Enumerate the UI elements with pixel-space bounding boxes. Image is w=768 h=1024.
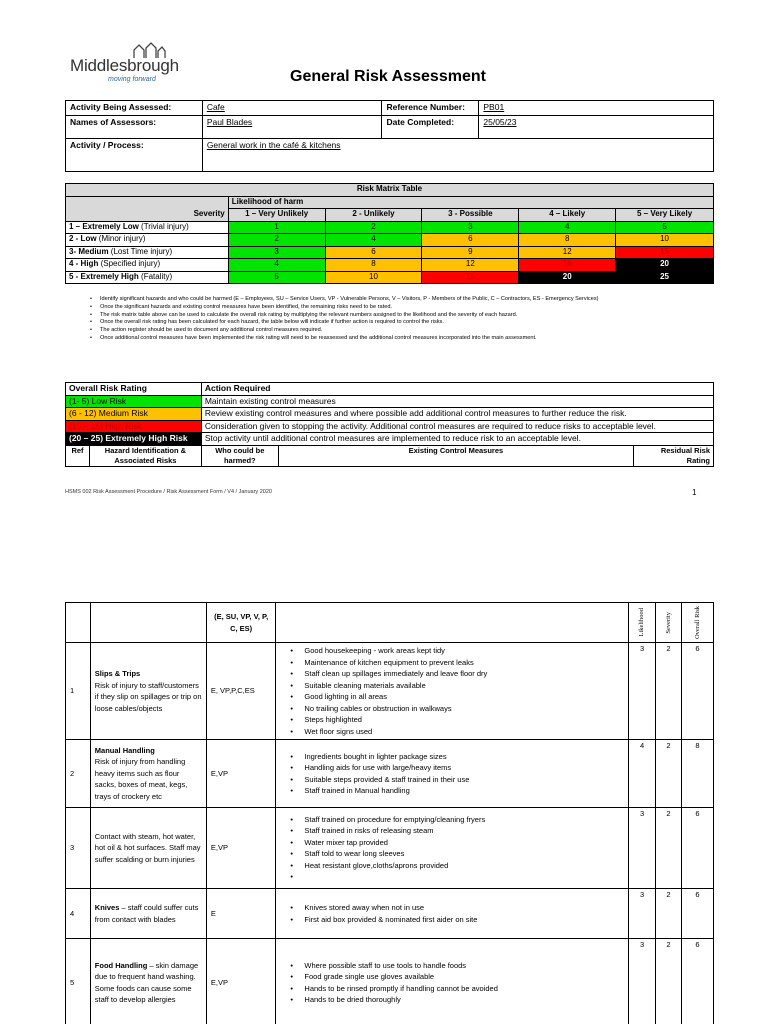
matrix-row <box>66 221 714 234</box>
overall-score: 6 <box>681 939 713 1024</box>
hazard-row <box>66 808 714 889</box>
overall-score: 6 <box>681 808 713 889</box>
likelihood-score: 3 <box>629 939 656 1024</box>
control-item: • Staff trained on procedure for emptying/cleaning fryers <box>304 814 624 826</box>
matrix-cell: 15 <box>616 246 714 259</box>
action-medium: Review existing control measures and where possible add additional control measures to further reduce the risk. <box>201 408 713 421</box>
likelihood-header: Likelihood <box>638 608 646 637</box>
hazard-description <box>90 939 206 1024</box>
logo-tagline: moving forward <box>108 76 156 83</box>
matrix-row <box>66 259 714 272</box>
hazard-description <box>90 808 206 889</box>
severity-label: Severity <box>66 209 229 222</box>
matrix-cell: 3 <box>422 221 519 234</box>
overall-score: 8 <box>681 740 713 808</box>
control-measures <box>276 939 629 1024</box>
risk-matrix-table <box>65 183 714 284</box>
hazard-title: Slips & Trips <box>94 669 141 678</box>
control-item: • Staff trained in Manual handling <box>304 785 624 797</box>
severity-score: 2 <box>656 939 682 1024</box>
likelihood-col-2: 2 - Unlikely <box>325 209 422 222</box>
severity-level-name: 2 - Low <box>69 234 97 243</box>
overall-header: Overall Risk <box>693 605 701 640</box>
page-number: 1 <box>692 488 697 497</box>
likelihood-score: 3 <box>629 889 656 939</box>
residual-header: Residual Risk Rating <box>634 445 714 466</box>
hazard-ref: 4 <box>66 889 91 939</box>
hazard-ref: 1 <box>66 643 91 740</box>
hazard-text: Risk of injury to staff/customers if they slip on spillages or trip on loose cables/objects <box>94 680 202 713</box>
control-list <box>280 751 624 797</box>
matrix-row <box>66 234 714 247</box>
control-list <box>280 902 624 925</box>
control-measures <box>276 740 629 808</box>
control-item: • Steps highlighted <box>304 714 624 726</box>
hazard-description <box>90 740 206 808</box>
likelihood-col-5: 5 – Very Likely <box>616 209 714 222</box>
matrix-row <box>66 271 714 284</box>
severity-score: 2 <box>656 808 682 889</box>
severity-score: 2 <box>656 740 682 808</box>
control-list <box>280 814 624 883</box>
rating-low: (1- 5) Low Risk <box>66 395 202 408</box>
process-value: General work in the café & kitchens <box>202 139 713 172</box>
hazard-header: Hazard Identification & Associated Risks <box>89 445 201 466</box>
guidance-item: • Identify significant hazards and who could be harmed (E – Employees, SU – Service Users, VP - Vulnerable Persons, V – Visitors, P - Members of the Public, C – Contractors, ES - Emergency Services) <box>90 296 710 304</box>
severity-level-desc: (Lost Time injury) <box>108 246 173 256</box>
who-harmed: E,VP <box>206 808 276 889</box>
matrix-row <box>66 246 714 259</box>
matrix-cell: 8 <box>519 234 616 247</box>
severity-level <box>66 234 229 247</box>
rating-high: (15 – 16) High Risk <box>66 420 202 433</box>
control-item: • Ingredients bought in lighter package sizes <box>304 751 624 763</box>
control-item: • Water mixer tap provided <box>304 837 624 849</box>
activity-value: Cafe <box>202 101 382 116</box>
likelihood-score: 3 <box>629 808 656 889</box>
control-item: • Hands to be rinsed promptly if handling cannot be avoided <box>304 983 624 995</box>
action-col-header: Action Required <box>201 383 713 396</box>
matrix-cell: 25 <box>616 271 714 284</box>
likelihood-score: 4 <box>629 740 656 808</box>
reference-value: PB01 <box>479 101 714 116</box>
matrix-cell: 10 <box>616 234 714 247</box>
hazard-text: Risk of injury from handling heavy items such as flour sacks, boxes of meat, kegs, trays of crockery etc <box>94 757 188 801</box>
who-header: Who could be harmed? <box>201 445 278 466</box>
who-harmed: E,VP <box>206 740 276 808</box>
control-item: • Heat resistant glove,cloths/aprons provided <box>304 860 624 872</box>
control-item: • Wet floor signs used <box>304 726 624 738</box>
guidance-item: • Once the significant hazards and existing control measures have been identified, the remaining risks need to be rated. <box>90 304 710 312</box>
control-item: • Handling aids for use with large/heavy items <box>304 762 624 774</box>
risk-rating-table <box>65 382 714 467</box>
hazard-row <box>66 939 714 1024</box>
control-measures <box>276 808 629 889</box>
likelihood-score: 3 <box>629 643 656 740</box>
assessors-value: Paul Blades <box>202 116 382 139</box>
matrix-cell: 1 <box>228 221 325 234</box>
control-item: • Staff clean up spillages immediately and leave floor dry <box>304 668 624 680</box>
control-measures <box>276 643 629 740</box>
footer-text: HSMS 002 Risk Assessment Procedure / Risk Assessment Form / V4 / January 2020 <box>65 489 272 495</box>
severity-level-name: 1 – Extremely Low <box>69 221 139 231</box>
severity-level-desc: (Minor injury) <box>96 234 146 243</box>
control-list <box>280 960 624 1006</box>
control-item: • Staff told to wear long sleeves <box>304 848 624 860</box>
activity-label: Activity Being Assessed: <box>66 101 203 116</box>
control-item: • Suitable cleaning materials available <box>304 680 624 692</box>
overall-score: 6 <box>681 889 713 939</box>
matrix-cell: 9 <box>422 246 519 259</box>
severity-header: Severity <box>664 611 672 634</box>
control-item: • Knives stored away when not in use <box>304 902 624 914</box>
control-item: • Good housekeeping - work areas kept tidy <box>304 645 624 657</box>
who-harmed: E <box>206 889 276 939</box>
action-extreme: Stop activity until additional control measures are implemented to reduce risk to an acceptable level. <box>201 433 713 446</box>
council-logo <box>70 42 190 82</box>
matrix-cell: 2 <box>228 234 325 247</box>
control-item: • Staff trained in risks of releasing steam <box>304 825 624 837</box>
severity-level-name: 5 - Extremely High <box>69 271 139 281</box>
hazard-text: – skin damage due to frequent hand washing. Some foods can cause some staff to develop allergies <box>94 960 199 1004</box>
assessment-info-table <box>65 100 714 172</box>
severity-level-desc: (Trivial injury) <box>138 221 189 231</box>
who-codes-header: (E, SU, VP, V, P, C, ES) <box>206 603 276 643</box>
hazard-table <box>65 602 714 1024</box>
hazard-text: – staff could suffer cuts from contact with blades <box>94 903 199 924</box>
logo-name: Middlesbrough <box>70 56 179 75</box>
matrix-cell: 8 <box>325 259 422 272</box>
process-label: Activity / Process: <box>66 139 203 172</box>
control-item: • Maintenance of kitchen equipment to prevent leaks <box>304 657 624 669</box>
action-high: Consideration given to stopping the activity. Additional control measures are required to reduce risks to acceptable level. <box>201 420 713 433</box>
severity-level <box>66 271 229 284</box>
guidance-item: • The risk matrix table above can be used to calculate the overall risk rating by multiplying the relevant numbers assigned to the likelihood and the severity of each hazard. <box>90 312 710 320</box>
matrix-cell: 2 <box>325 221 422 234</box>
action-low: Maintain existing control measures <box>201 395 713 408</box>
hazard-description <box>90 889 206 939</box>
control-measures <box>276 889 629 939</box>
control-item: • Hands to be dried thoroughly <box>304 994 624 1006</box>
guidance-item: • The action register should be used to document any additional control measures required. <box>90 327 710 335</box>
likelihood-col-3: 3 - Possible <box>422 209 519 222</box>
control-item: • Food grade single use gloves available <box>304 971 624 983</box>
severity-level <box>66 221 229 234</box>
hazard-description <box>90 643 206 740</box>
matrix-title: Risk Matrix Table <box>66 184 714 197</box>
guidance-item: • Once additional control measures have been implemented the risk rating will need to be reassessed and the additional control measures incorporated into the main assessment. <box>90 335 710 343</box>
control-list <box>280 645 624 737</box>
blank-header <box>276 603 629 643</box>
likelihood-col-1: 1 – Very Unlikely <box>228 209 325 222</box>
hazard-ref: 2 <box>66 740 91 808</box>
date-label: Date Completed: <box>382 116 479 139</box>
hazard-ref: 5 <box>66 939 91 1024</box>
hazard-row <box>66 643 714 740</box>
severity-level <box>66 246 229 259</box>
overall-score: 6 <box>681 643 713 740</box>
hazard-row <box>66 889 714 939</box>
date-value: 25/05/23 <box>479 116 714 139</box>
matrix-cell: 6 <box>422 234 519 247</box>
ref-header: Ref <box>66 445 90 466</box>
matrix-blank <box>66 196 229 209</box>
matrix-cell: 20 <box>519 271 616 284</box>
matrix-cell: 4 <box>519 221 616 234</box>
control-item: • Good lighting in all areas <box>304 691 624 703</box>
hazard-text: Contact with steam, hot water, hot oil & hot surfaces. Staff may suffer scalding or burn injuries <box>94 831 201 864</box>
rating-extreme: (20 – 25) Extremely High Risk <box>66 433 202 446</box>
matrix-cell: 6 <box>325 246 422 259</box>
control-item: • Where possible staff to use tools to handle foods <box>304 960 624 972</box>
control-item <box>304 871 624 883</box>
rating-medium: (6 - 12) Medium Risk <box>66 408 202 421</box>
blank-header <box>66 603 91 643</box>
matrix-cell: 15 <box>422 271 519 284</box>
matrix-cell: 20 <box>616 259 714 272</box>
control-item: • First aid box provided & nominated first aider on site <box>304 914 624 926</box>
blank-header <box>90 603 206 643</box>
matrix-cell: 12 <box>422 259 519 272</box>
severity-level-name: 4 - High <box>69 259 99 268</box>
severity-level <box>66 259 229 272</box>
hazard-ref: 3 <box>66 808 91 889</box>
rating-col-header: Overall Risk Rating <box>66 383 202 396</box>
page-title: General Risk Assessment <box>290 68 486 85</box>
severity-level-name: 3- Medium <box>69 246 109 256</box>
control-item: • No trailing cables or obstruction in walkways <box>304 703 624 715</box>
hazard-row <box>66 740 714 808</box>
matrix-cell: 10 <box>325 271 422 284</box>
hazard-title: Food Handling <box>94 960 148 970</box>
matrix-cell: 3 <box>228 246 325 259</box>
matrix-cell: 5 <box>616 221 714 234</box>
controls-header: Existing Control Measures <box>278 445 633 466</box>
control-item: • Suitable steps provided & staff trained in their use <box>304 774 624 786</box>
severity-level-desc: (Fatality) <box>138 271 173 281</box>
matrix-cell: 16 <box>519 259 616 272</box>
severity-score: 2 <box>656 889 682 939</box>
matrix-cell: 4 <box>325 234 422 247</box>
severity-level-desc: (Specified injury) <box>98 259 161 268</box>
who-harmed: E, VP,P,C,ES <box>206 643 276 740</box>
guidance-item: • Once the overall risk rating has been calculated for each hazard, the table below will indicate if further action is required to control the risks. <box>90 319 710 327</box>
likelihood-label: Likelihood of harm <box>228 196 713 209</box>
assessors-label: Names of Assessors: <box>66 116 203 139</box>
severity-score: 2 <box>656 643 682 740</box>
hazard-title: Knives <box>94 903 120 912</box>
matrix-cell: 5 <box>228 271 325 284</box>
likelihood-col-4: 4 – Likely <box>519 209 616 222</box>
who-harmed: E,VP <box>206 939 276 1024</box>
matrix-cell: 4 <box>228 259 325 272</box>
guidance-bullets <box>90 296 710 343</box>
reference-label: Reference Number: <box>382 101 479 116</box>
hazard-title: Manual Handling <box>94 745 155 755</box>
matrix-cell: 12 <box>519 246 616 259</box>
